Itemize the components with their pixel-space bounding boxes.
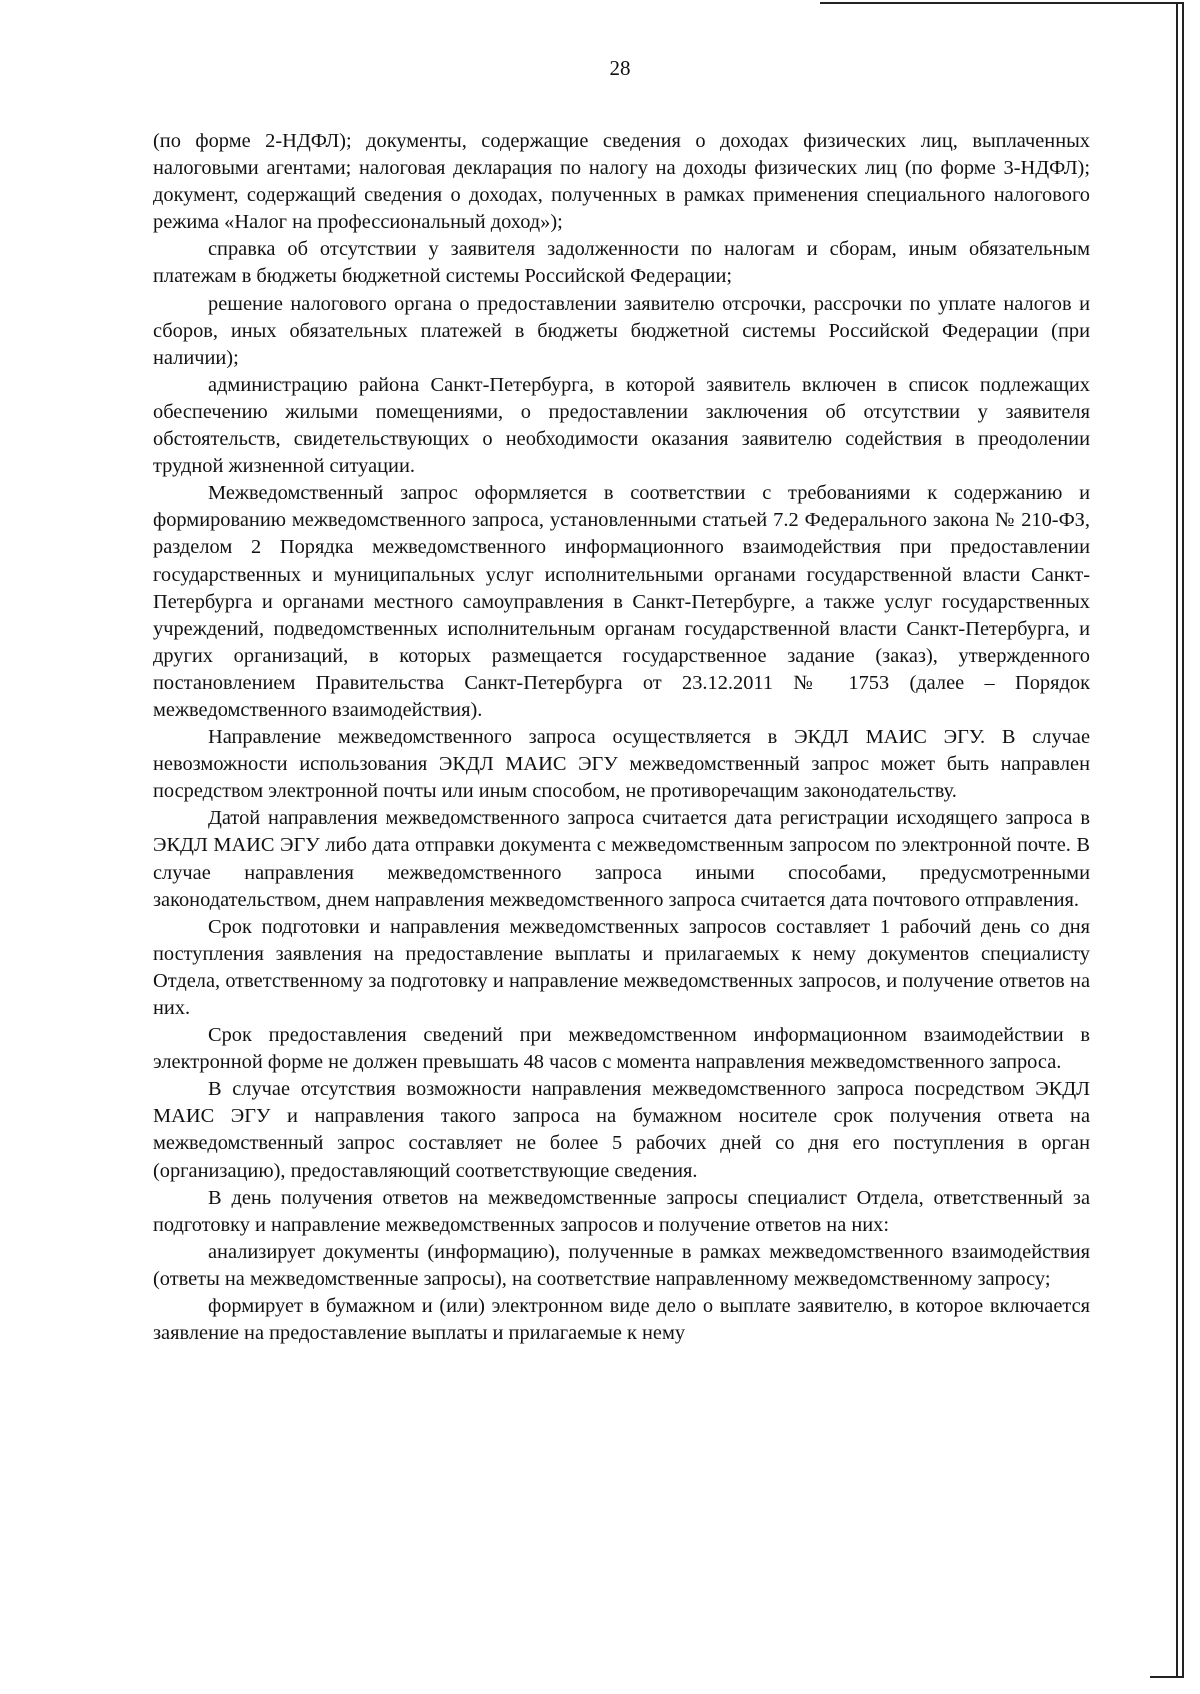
- paragraph: формирует в бумажном и (или) электронном виде дело о выплате заявителю, в которое включается заявление на предоставление выплаты и прилагаемые к нему: [153, 1295, 1090, 1345]
- paragraph: Датой направления межведомственного запроса считается дата регистрации исходящего запроса в ЭКДЛ МАИС ЭГУ либо дата отправки документа с межведомственным запросом по электронной почте. В случае направления межведомственного запроса иными способами, предусмотренными законодательством, днем направления межведомственного запроса считается дата почтового отправления.: [153, 807, 1090, 911]
- paragraph: решение налогового органа о предоставлении заявителю отсрочки, рассрочки по уплате налогов и сборов, иных обязательных платежей в бюджеты бюджетной системы Российской Федерации (при наличии);: [153, 292, 1090, 369]
- bottom-border-line: [1150, 1676, 1184, 1678]
- paragraph: В случае отсутствия возможности направления межведомственного запроса посредством ЭКДЛ МАИС ЭГУ и направления такого запроса на бумажном носителе срок получения ответа на межведомственный запрос составляет не более 5 рабочих дней со дня его поступления в орган (организацию), предоставляющий соответствующие сведения.: [153, 1078, 1090, 1182]
- body-text: [153, 128, 1090, 1347]
- paragraph: Направление межведомственного запроса осуществляется в ЭКДЛ МАИС ЭГУ. В случае невозможности использования ЭКДЛ МАИС ЭГУ межведомственный запрос может быть направлен посредством электронной почты или иным способом, не противоречащим законодательству.: [153, 726, 1090, 803]
- paragraph: Срок предоставления сведений при межведомственном информационном взаимодействии в электронной форме не должен превышать 48 часов с момента направления межведомственного запроса.: [153, 1024, 1090, 1074]
- paragraph: Срок подготовки и направления межведомственных запросов составляет 1 рабочий день со дня поступления заявления на предоставление выплаты и прилагаемых к нему документов специалисту Отдела, ответственному за подготовку и направление межведомственных запросов, и получение ответов на них.: [153, 915, 1090, 1019]
- paragraph: В день получения ответов на межведомственные запросы специалист Отдела, ответственный за подготовку и направление межведомственных запросов и получение ответов на них:: [153, 1186, 1090, 1236]
- paragraph: справка об отсутствии у заявителя задолженности по налогам и сборам, иным обязательным платежам в бюджеты бюджетной системы Российской Федерации;: [153, 238, 1090, 288]
- page-number: 28: [609, 56, 631, 80]
- paragraph: (по форме 2-НДФЛ); документы, содержащие сведения о доходах физических лиц, выплаченных налоговыми агентами; налоговая декларация по налогу на доходы физических лиц (по форме 3-НДФЛ); документ, содержащий сведения о доходах, полученных в рамках применения специального налогового режима «Налог на профессиональный доход»);: [153, 130, 1090, 234]
- top-border-line: [820, 2, 1184, 4]
- paragraph: анализирует документы (информацию), полученные в рамках межведомственного взаимодействия (ответы на межведомственные запросы), на соответствие направленному межведомственному запросу;: [153, 1240, 1090, 1290]
- right-border-line: [1176, 4, 1184, 1676]
- paragraph: Межведомственный запрос оформляется в соответствии с требованиями к содержанию и формированию межведомственного запроса, установленными статьей 7.2 Федерального закона № 210-ФЗ, разделом 2 Порядка межведомственного информационного взаимодействия при предоставлении государственных и муниципальных услуг исполнительными органами государственной власти Санкт-Петербурга и органами местного самоуправления в Санкт-Петербурге, а также услуг государственных учреждений, подведомственных исполнительным органам государственной власти Санкт-Петербурга, и других организаций, в которых размещается государственное задание (заказ), утвержденного постановлением Правительства Санкт-Петербурга от 23.12.2011 № 1753 (далее – Порядок межведомственного взаимодействия).: [153, 482, 1090, 721]
- paragraph: администрацию района Санкт-Петербурга, в которой заявитель включен в список подлежащих обеспечению жилыми помещениями, о предоставлении заключения об отсутствии у заявителя обстоятельств, свидетельствующих о необходимости оказания заявителю содействия в преодолении трудной жизненной ситуации.: [153, 373, 1090, 478]
